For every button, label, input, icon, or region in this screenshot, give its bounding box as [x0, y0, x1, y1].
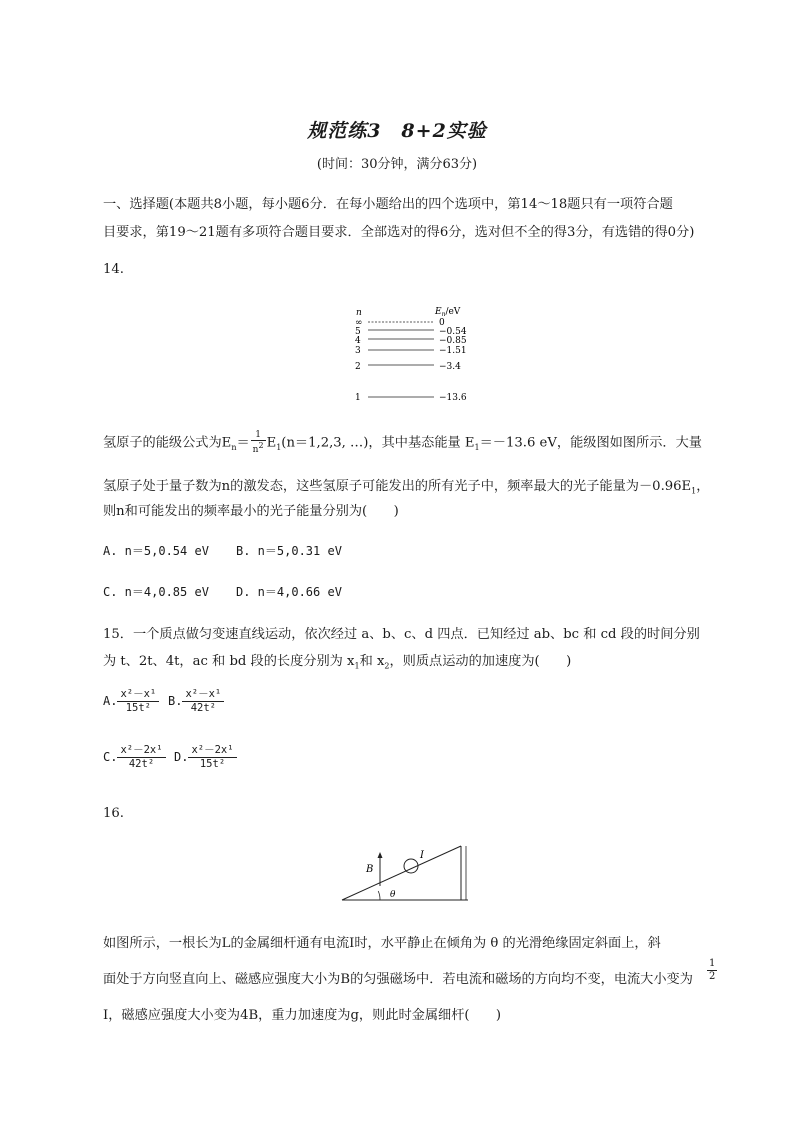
level-e-4: −0.85 — [439, 336, 467, 346]
b-label: B — [366, 864, 374, 875]
q14-number: 14. — [103, 262, 124, 277]
q16-line-2: 面处于方向竖直向上、磁感应强度大小为B的匀强磁场中．若电流和磁场的方向均不变，电流大小变为 — [103, 972, 693, 987]
q14-option-c: C. n＝4,0.85 eV — [103, 585, 209, 599]
incline-surface — [342, 846, 461, 900]
level-e-2: −3.4 — [439, 362, 461, 372]
level-e-5: −0.54 — [439, 327, 467, 337]
i-label: I — [420, 850, 424, 861]
page-subtitle: (时间：30分钟，满分63分) — [316, 157, 478, 172]
level-n-1: 1 — [355, 393, 361, 403]
q14-option-b: B. n＝5,0.31 eV — [236, 544, 342, 558]
q15-option-b: B. $\frac{\text{x²－x¹}}{\text{42t²}}$ — [168, 688, 224, 715]
level-e-inf: 0 — [439, 318, 445, 328]
level-n-3: 3 — [355, 346, 361, 356]
q14-line-1: 氢原子的能级公式为$E_n=$ $\frac{1}{n^2}$ $E_1(n=1,2,3$, …)，其中基态能量 $E_1=-13.6$ eV，能级图如图所示．大量 — [103, 430, 702, 456]
q14-fraction: $\frac{1}{n^2}$ — [252, 430, 264, 456]
q15-option-c: C. $\frac{\text{x²－2x¹}}{\text{42t²}}$ — [103, 744, 166, 771]
q16-number: 16. — [103, 806, 124, 821]
q14-option-a: A. n＝5,0.54 eV — [103, 544, 209, 558]
level-n-inf: ∞ — [355, 318, 363, 328]
b-field-arrowhead — [378, 852, 383, 858]
incline-diagram — [340, 842, 480, 904]
q15-option-a: A. $\frac{\text{x²－x¹}}{\text{15t²}}$ — [103, 688, 159, 715]
instructions-line-2: 目要求，第19～21题有多项符合题目要求．全部选对的得6分，选对但不全的得3分，有选错的得0分) — [103, 225, 695, 240]
q14-line-3: 则n和可能发出的频率最小的光子能量分别为( ) — [103, 504, 399, 519]
level-e-3: −1.51 — [439, 346, 467, 356]
level-e-1: −13.6 — [439, 393, 467, 403]
angle-arc — [378, 891, 380, 900]
q15-line-1: 15．一个质点做匀变速直线运动，依次经过 a、b、c、d 四点．已知经过 ab、bc 和 cd 段的时间分别 — [103, 627, 700, 642]
q14-line-2: 氢原子处于量子数为n的激发态，这些氢原子可能发出的所有光子中，频率最大的光子能量为$-0.96E_1$， — [103, 479, 710, 496]
q16-line-1: 如图所示，一根长为L的金属细杆通有电流I时，水平静止在倾角为 θ 的光滑绝缘固定斜面上，斜 — [103, 936, 661, 951]
instructions-line-1: 一、选择题(本题共8小题，每小题6分．在每小题给出的四个选项中，第14～18题只有一项符合题 — [103, 197, 673, 212]
q14-option-d: D. n＝4,0.66 eV — [236, 585, 342, 599]
page-title: 规范练3 8+2实验 — [307, 120, 487, 142]
level-n-5: 5 — [355, 327, 361, 337]
e-axis-label: $E_n/eV$ — [435, 307, 461, 318]
q15-option-d: D. $\frac{\text{x²－2x¹}}{\text{15t²}}$ — [174, 744, 237, 771]
n-axis-label: n — [356, 308, 362, 318]
q15-line-2: 为 t、2t、4t，ac 和 bd 段的长度分别为 $x_1$和 $x_2$，则质点运动的加速度为( ) — [103, 654, 572, 671]
q16-fraction: $\frac{1}{2}$ — [709, 958, 716, 982]
level-n-4: 4 — [355, 336, 361, 346]
theta-label: θ — [390, 890, 396, 900]
energy-level-diagram — [352, 302, 482, 406]
level-n-2: 2 — [355, 362, 361, 372]
q16-line-3: I，磁感应强度大小变为4B，重力加速度为g，则此时金属细杆( ) — [103, 1008, 502, 1023]
